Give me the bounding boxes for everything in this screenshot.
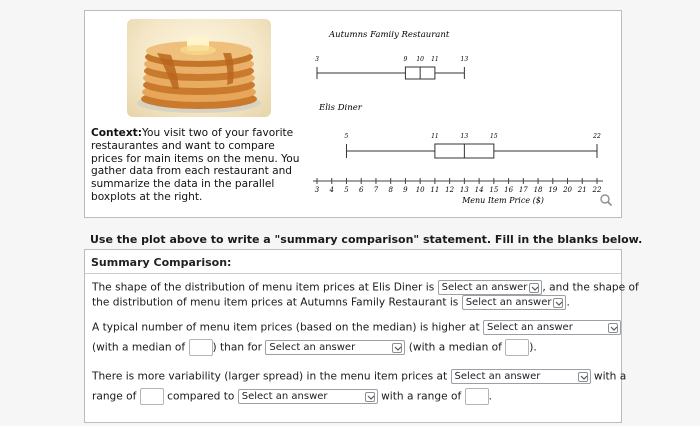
- elis-value-label: 5: [344, 133, 349, 140]
- chevron-down-icon: [392, 343, 402, 353]
- elis-value-label: 22: [593, 133, 601, 140]
- axis-tick-label: 17: [518, 186, 528, 194]
- zoom-icon[interactable]: [599, 193, 613, 207]
- axis-tick-label: 6: [358, 186, 364, 194]
- s3-text-b: with a: [593, 370, 627, 383]
- elis-value-label: 15: [490, 133, 498, 140]
- s3-text-c: range of: [92, 390, 137, 403]
- axis-tick-label: 18: [533, 186, 543, 194]
- axis-tick-label: 12: [445, 186, 455, 194]
- elis-shape-select-label: Select an answer: [441, 282, 528, 293]
- sentence-1-line-1: [92, 280, 639, 295]
- x-axis: [313, 178, 603, 194]
- less-variability-select-label: Select an answer: [241, 391, 328, 402]
- chevron-down-icon: [578, 372, 588, 382]
- axis-tick-label: 19: [548, 186, 558, 194]
- axis-tick-label: 20: [563, 186, 572, 194]
- s2-text-b: (with a median of: [92, 341, 186, 354]
- axis-tick-label: 10: [415, 186, 425, 194]
- axis-tick-label: 11: [430, 186, 440, 194]
- s3-text-a: There is more variability (larger spread) in the menu item prices at: [92, 370, 448, 383]
- context-heading: Context:: [91, 127, 142, 139]
- axis-tick-label: 22: [592, 186, 602, 194]
- lower-median-select-label: Select an answer: [269, 342, 356, 353]
- s2-text-d: (with a median of: [408, 341, 502, 354]
- autumns-boxplot: [315, 56, 468, 79]
- s3-text-d: compared to: [167, 390, 235, 403]
- chevron-down-icon: [608, 323, 618, 333]
- axis-tick-label: 4: [329, 186, 334, 194]
- higher-median-input[interactable]: [189, 339, 213, 356]
- s1-text-a: The shape of the distribution of menu item prices at Elis Diner is: [92, 281, 435, 294]
- more-variability-select-label: Select an answer: [454, 371, 541, 382]
- sentence-3-line-1: [92, 369, 626, 384]
- parallel-boxplots: [313, 31, 613, 211]
- elis-boxplot: [345, 133, 601, 158]
- instructions: Use the plot above to write a "summary comparison" statement. Fill in the blanks below.: [90, 233, 643, 246]
- s1-text-d: .: [566, 296, 570, 309]
- higher-median-select-label: Select an answer: [487, 322, 573, 333]
- chevron-down-icon: [553, 298, 563, 308]
- axis-tick-label: 13: [459, 186, 469, 194]
- axis-tick-label: 8: [388, 186, 393, 194]
- context-text: [91, 127, 309, 204]
- plot-title-elis: Elis Diner: [319, 103, 362, 113]
- sentence-2-line-1: [92, 320, 621, 335]
- sentence-3-line-2: [92, 388, 492, 405]
- autumns-shape-select-label: Select an answer: [465, 297, 552, 308]
- autumns-value-label: 3: [315, 56, 319, 63]
- lower-median-input[interactable]: [505, 339, 529, 356]
- larger-range-input[interactable]: [140, 388, 164, 405]
- s1-text-c: the distribution of menu item prices at Autumns Family Restaurant is: [92, 296, 459, 309]
- sentence-2-line-2: [92, 339, 537, 356]
- context-panel: [84, 10, 622, 218]
- higher-median-select[interactable]: [483, 320, 621, 335]
- autumns-value-label: 11: [431, 56, 439, 63]
- x-axis-label: Menu Item Price ($): [462, 196, 544, 205]
- s2-text-e: ).: [529, 341, 537, 354]
- autumns-value-label: 10: [416, 56, 424, 63]
- axis-tick-label: 5: [344, 186, 349, 194]
- chevron-down-icon: [529, 283, 539, 293]
- s3-text-e: with a range of: [381, 390, 462, 403]
- chevron-down-icon: [365, 392, 375, 402]
- s3-text-f: .: [488, 390, 492, 403]
- axis-tick-label: 21: [577, 186, 587, 194]
- pancakes-image: [127, 19, 271, 117]
- axis-tick-label: 3: [314, 186, 320, 194]
- sentence-1-line-2: [92, 295, 570, 310]
- more-variability-select[interactable]: [451, 369, 591, 384]
- s2-text-a: A typical number of menu item prices (based on the median) is higher at: [92, 321, 480, 334]
- axis-tick-label: 15: [489, 186, 499, 194]
- s2-text-c: ) than for: [212, 341, 263, 354]
- elis-value-label: 13: [460, 133, 469, 140]
- autumns-value-label: 9: [403, 56, 408, 63]
- axis-tick-label: 7: [373, 186, 379, 194]
- context-body: You visit two of your favorite restaurantes and want to compare prices for main items on the menu. You gather data from each restaurant and summarize the data in the parallel boxplots at the right.: [91, 127, 300, 203]
- autumns-shape-select[interactable]: [462, 295, 570, 310]
- summary-panel: [84, 249, 639, 423]
- less-variability-select[interactable]: [238, 389, 378, 404]
- axis-tick-label: 9: [403, 186, 408, 194]
- axis-tick-label: 16: [504, 186, 514, 194]
- s1-text-b: , and the shape of: [542, 281, 639, 294]
- lower-median-select[interactable]: [265, 340, 405, 355]
- summary-heading: Summary Comparison:: [85, 250, 621, 274]
- elis-value-label: 11: [431, 133, 439, 140]
- axis-tick-label: 14: [474, 186, 484, 194]
- plot-title-autumns: Autumns Family Restaurant: [329, 31, 450, 40]
- autumns-value-label: 13: [460, 56, 469, 63]
- smaller-range-input[interactable]: [465, 388, 489, 405]
- elis-shape-select[interactable]: [438, 280, 543, 295]
